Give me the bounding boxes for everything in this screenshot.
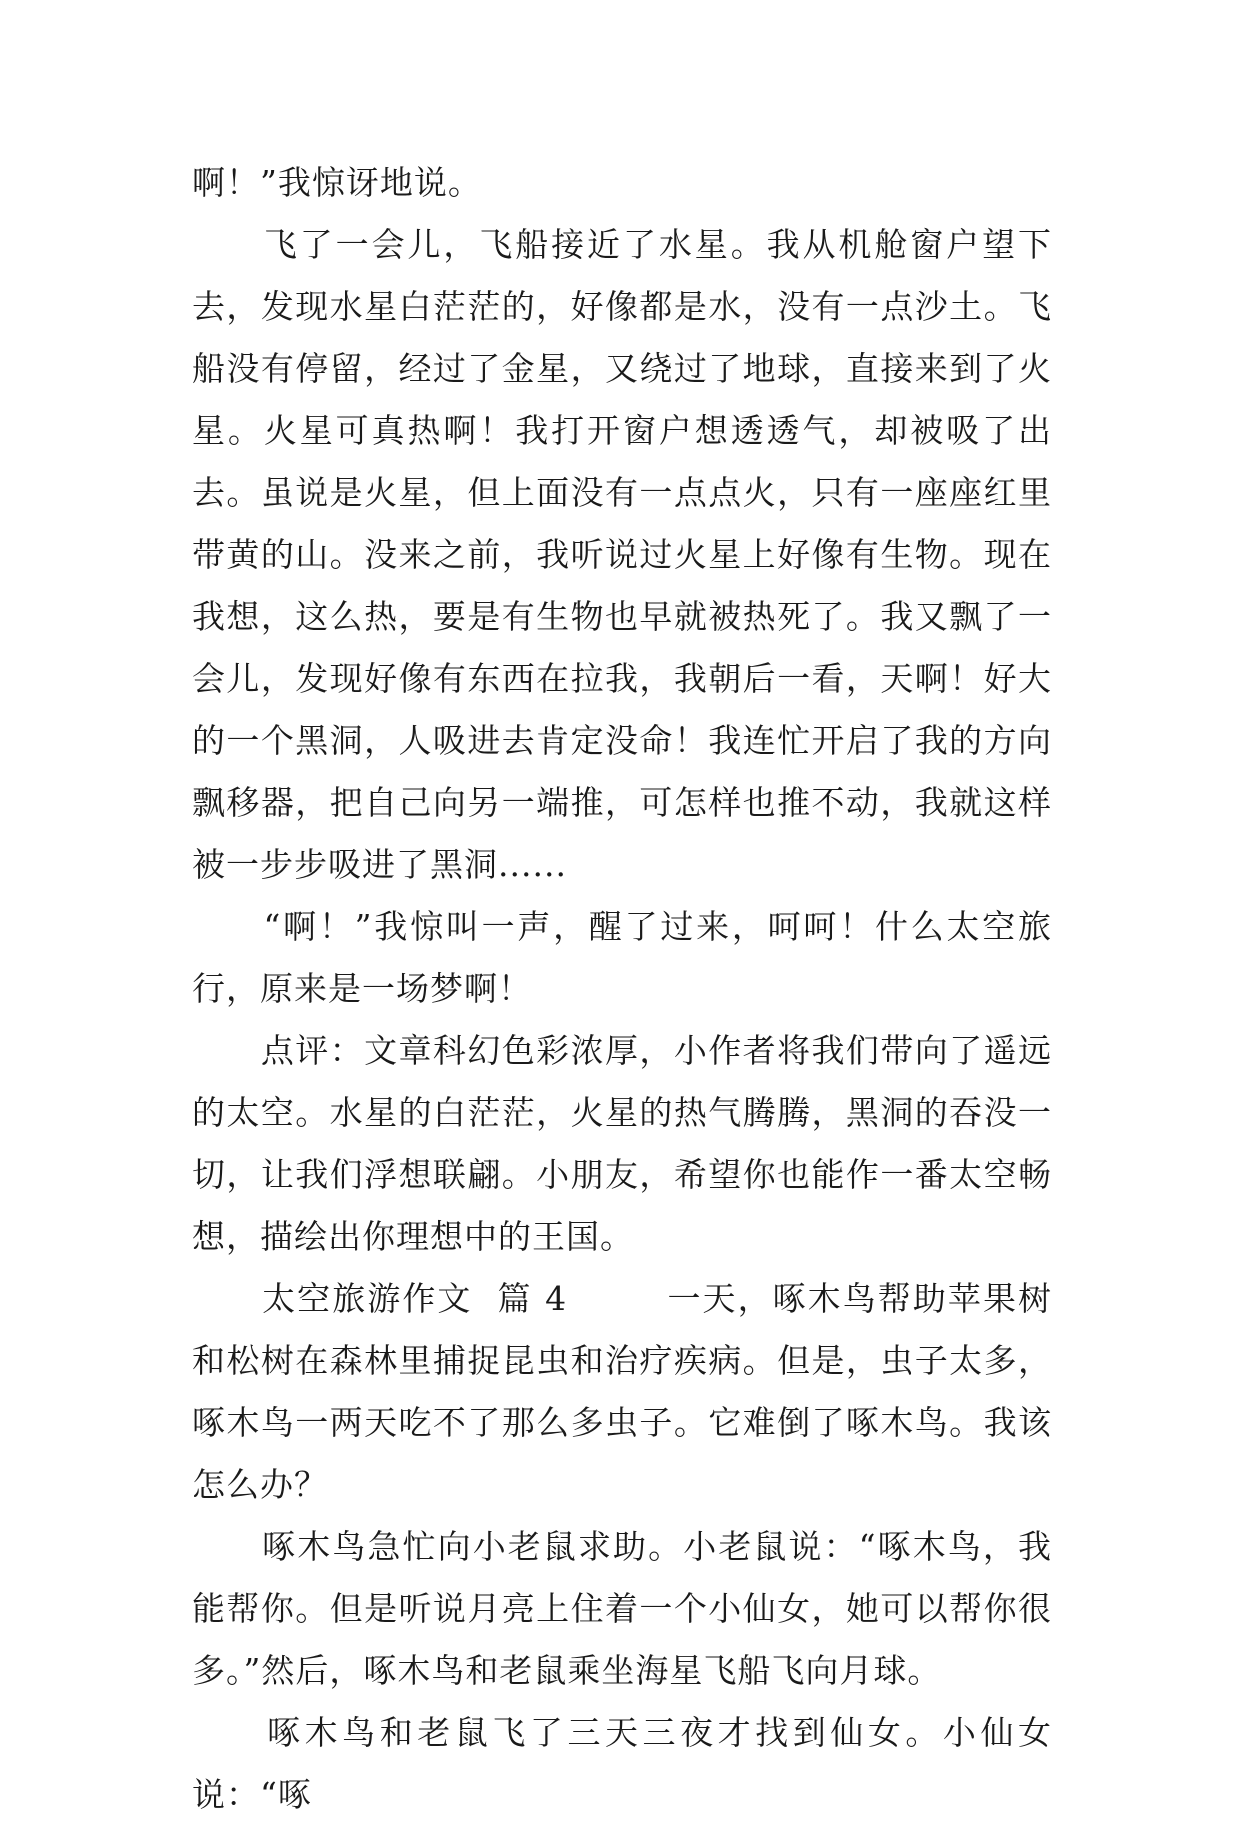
- paragraph-1: 啊！”我惊讶地说。: [192, 163, 482, 202]
- paragraph-review: 点评：文章科幻色彩浓厚，小作者将我们带向了遥远的太空。水星的白茫茫，火星的热气腾腾，黑洞的吞没一切，让我们浮想联翩。小朋友，希望你也能作一番太空畅想，描绘出你理想中的王国。: [192, 1031, 1052, 1256]
- paragraph-2: 飞了一会儿，飞船接近了水星。我从机舱窗户望下去，发现水星白茫茫的，好像都是水，没有一点沙土。飞船没有停留，经过了金星，又绕过了地球，直接来到了火星。火星可真热啊！我打开窗户想透透气，却被吸了出去。虽说是火星，但上面没有一点点火，只有一座座红里带黄的山。没来之前，我听说过火星上好像有生物。现在我想，这么热，要是有生物也早就被热死了。我又飘了一会儿，发现好像有东西在拉我，我朝后一看，天啊！好大的一个黑洞，人吸进去肯定没命！我连忙开启了我的方向飘移器，把自己向另一端推，可怎样也推不动，我就这样被一步步吸进了黑洞......: [192, 225, 1052, 884]
- document-body: [192, 152, 1052, 1826]
- paragraph-7: 啄木鸟和老鼠飞了三天三夜才找到仙女。小仙女说：“啄: [192, 1713, 1052, 1814]
- paragraph-6: 啄木鸟急忙向小老鼠求助。小老鼠说：“啄木鸟，我能帮你。但是听说月亮上住着一个小仙女，她可以帮你很多。”然后，啄木鸟和老鼠乘坐海星飞船飞向月球。: [192, 1527, 1052, 1690]
- paragraph-3: “啊！”我惊叫一声，醒了过来，呵呵！什么太空旅行，原来是一场梦啊！: [192, 907, 1052, 1008]
- paragraph-essay-4-start: 太空旅游作文 篇 4 一天，啄木鸟帮助苹果树和松树在森林里捕捉昆虫和治疗疾病。但是，虫子太多，啄木鸟一两天吃不了那么多虫子。它难倒了啄木鸟。我该怎么办？: [192, 1279, 1052, 1504]
